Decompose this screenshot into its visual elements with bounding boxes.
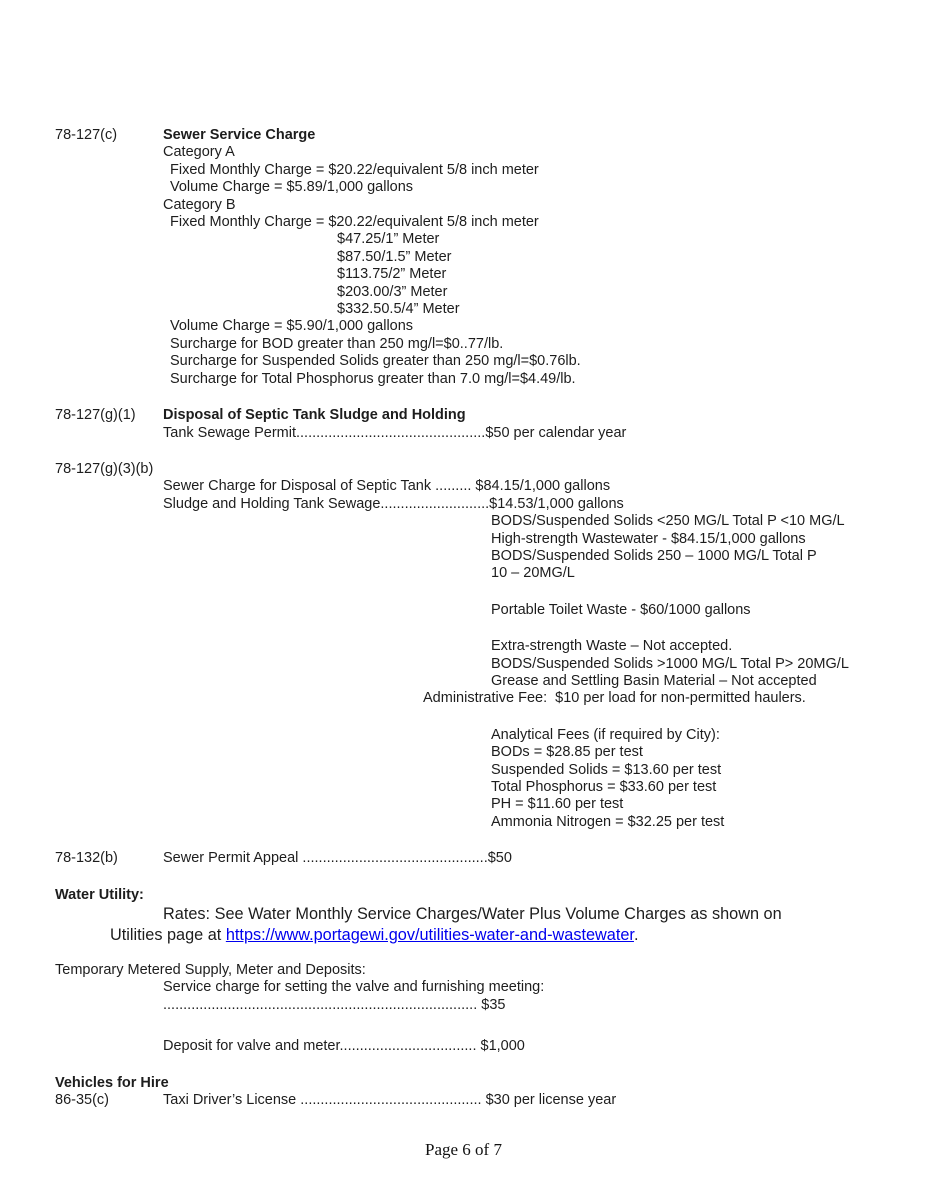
fee-line: Taxi Driver’s License ............................................. $30 per license year	[163, 1092, 617, 1109]
text-line: BODs = $28.85 per test	[491, 744, 643, 761]
code-label: 78-127(g)(1)	[55, 407, 136, 424]
link-suffix-text: .	[633, 926, 639, 945]
text-line: Grease and Settling Basin Material – Not accepted	[491, 672, 817, 689]
text-line: Volume Charge = $5.89/1,000 gallons	[170, 179, 414, 196]
text-line: Category A	[163, 144, 235, 161]
section-body	[163, 127, 917, 388]
section-body	[163, 850, 917, 867]
text-line: Surcharge for Suspended Solids greater than 250 mg/l=$0.76lb.	[170, 353, 581, 370]
fee-line: Sewer Charge for Disposal of Septic Tank ......... $84.15/1,000 gallons	[163, 478, 611, 495]
text-line: Analytical Fees (if required by City):	[491, 726, 720, 743]
section-vehicles-for-hire	[55, 1075, 917, 1110]
code-label: 86-35(c)	[55, 1092, 109, 1109]
page-number-footer: Page 6 of 7	[425, 1140, 502, 1159]
code-label: 78-132(b)	[55, 850, 118, 867]
section-body	[163, 407, 917, 442]
spacer	[55, 831, 917, 850]
text-line: Rates: See Water Monthly Service Charges/Water Plus Volume Charges as shown on	[163, 905, 782, 924]
section-heading: Vehicles for Hire	[55, 1074, 169, 1091]
text-line: Volume Charge = $5.90/1,000 gallons	[170, 318, 414, 335]
spacer	[163, 619, 917, 638]
meter-rate-line: $113.75/2” Meter	[337, 266, 447, 283]
section-temporary-metered-supply	[55, 962, 917, 1056]
text-line: Fixed Monthly Charge = $20.22/equivalent 5/8 inch meter	[170, 214, 539, 231]
spacer	[163, 708, 917, 727]
section-heading: Water Utility:	[55, 886, 144, 903]
spacer	[55, 946, 917, 962]
spacer	[55, 388, 917, 407]
section-sewer-permit-appeal	[55, 850, 917, 867]
text-line: Ammonia Nitrogen = $32.25 per test	[491, 813, 725, 830]
text-line: BODS/Suspended Solids 250 – 1000 MG/L Total P	[491, 547, 817, 564]
document-content	[55, 127, 917, 1109]
text-line: Suspended Solids = $13.60 per test	[491, 761, 722, 778]
section-title: Disposal of Septic Tank Sludge and Holding	[163, 407, 466, 424]
section-septic-disposal	[55, 407, 917, 442]
code-label: 78-127(c)	[55, 127, 118, 143]
text-line: Surcharge for BOD greater than 250 mg/l=$0..77/lb.	[170, 335, 504, 352]
text-line: Service charge for setting the valve and furnishing meeting:	[163, 979, 545, 996]
meter-rate-line: $203.00/3” Meter	[337, 283, 448, 300]
text-line: BODS/Suspended Solids >1000 MG/L Total P> 20MG/L	[491, 655, 849, 672]
spacer	[55, 1056, 917, 1075]
meter-rate-line: $332.50.5/4” Meter	[337, 301, 460, 318]
meter-rate-line: $47.25/1” Meter	[337, 231, 440, 248]
text-line: Total Phosphorus = $33.60 per test	[491, 779, 717, 795]
text-line: Extra-strength Waste – Not accepted.	[491, 638, 733, 655]
section-body	[163, 1092, 917, 1109]
text-line: PH = $11.60 per test	[491, 796, 624, 813]
section-title: Sewer Service Charge	[163, 127, 316, 143]
text-line: High-strength Wastewater - $84.15/1,000 gallons	[491, 530, 806, 547]
spacer	[163, 583, 917, 602]
fee-line: .............................................................................. $35	[163, 996, 506, 1013]
link-prefix-text: Utilities page at	[110, 926, 226, 945]
fee-line: Tank Sewage Permit...............................................$50 per calendar year	[163, 424, 627, 441]
text-line: BODS/Suspended Solids <250 MG/L Total P <10 MG/L	[491, 513, 845, 530]
code-label: 78-127(g)(3)(b)	[55, 460, 154, 477]
text-line: Category B	[163, 196, 236, 213]
section-septic-charges	[55, 461, 917, 831]
text-line: Fixed Monthly Charge = $20.22/equivalent 5/8 inch meter	[170, 161, 539, 178]
section-heading: Temporary Metered Supply, Meter and Deposits:	[55, 962, 366, 979]
text-line	[110, 925, 917, 946]
water-rates-paragraph	[55, 904, 917, 946]
section-body	[163, 478, 917, 831]
spacer	[55, 868, 917, 887]
fee-line: Sewer Permit Appeal ..............................................$50	[163, 850, 512, 867]
meter-rate-line: $87.50/1.5” Meter	[337, 248, 452, 265]
taxi-license-row	[55, 1092, 917, 1109]
fee-line: Deposit for valve and meter.................................. $1,000	[163, 1038, 525, 1055]
fee-line: Sludge and Holding Tank Sewage...........................$14.53/1,000 gallons	[163, 495, 624, 512]
spacer	[55, 442, 917, 461]
text-line: 10 – 20MG/L	[491, 565, 575, 582]
admin-fee-line: Administrative Fee: $10 per load for non-permitted haulers.	[423, 690, 806, 707]
spacer	[55, 1014, 917, 1038]
section-water-utility	[55, 887, 917, 946]
water-wastewater-link[interactable]: https://www.portagewi.gov/utilities-water-and-wastewater	[225, 926, 634, 945]
text-line: Surcharge for Total Phosphorus greater than 7.0 mg/l=$4.49/lb.	[170, 370, 576, 387]
text-line: Portable Toilet Waste - $60/1000 gallons	[491, 601, 751, 618]
section-sewer-service-charge	[55, 127, 917, 388]
